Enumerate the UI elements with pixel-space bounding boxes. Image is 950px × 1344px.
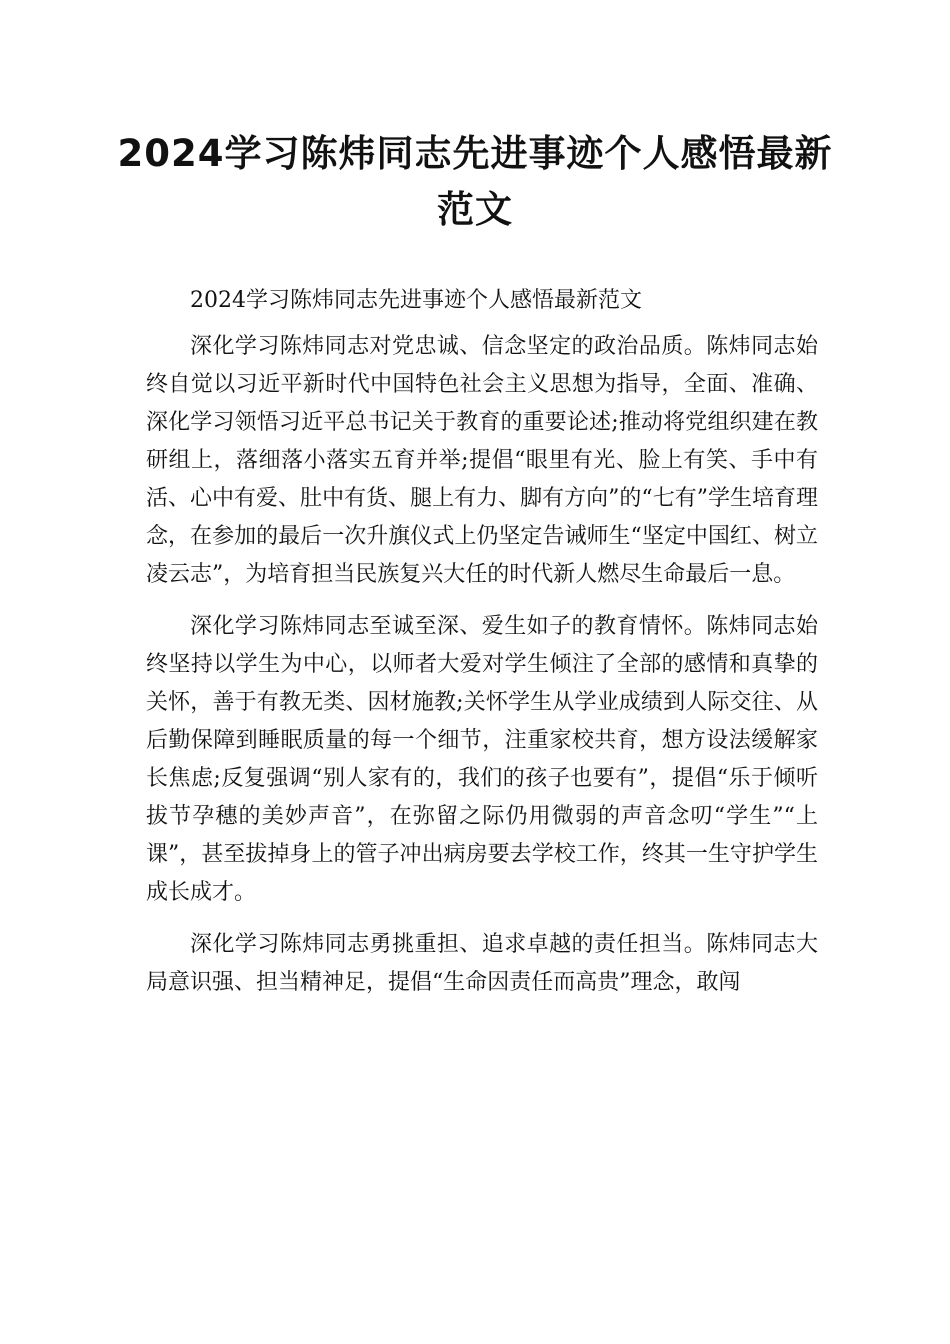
document-body bbox=[146, 282, 818, 1016]
paragraph-responsibility: 深化学习陈炜同志勇挑重担、追求卓越的责任担当。陈炜同志大局意识强、担当精神足，提倡“生命因责任而高贵”理念，敢闯 bbox=[146, 932, 818, 995]
paragraph-political-quality: 深化学习陈炜同志对党忠诚、信念坚定的政治品质。陈炜同志始终自觉以习近平新时代中国特色社会主义思想为指导，全面、准确、深化学习领悟习近平总书记关于教育的重要论述;推动将党组织建在教研组上，落细落小落实五育并举;提倡“眼里有光、脸上有笑、手中有活、心中有爱、肚中有货、腿上有力、脚有方向”的“七有”学生培育理念，在参加的最后一次升旗仪式上仍坚定告诫师生“坚定中国红、树立凌云志”，为培育担当民族复兴大任的时代新人燃尽生命最后一息。 bbox=[146, 334, 818, 587]
paragraph-education-feelings: 深化学习陈炜同志至诚至深、爱生如子的教育情怀。陈炜同志始终坚持以学生为中心，以师者大爱对学生倾注了全部的感情和真挚的关怀，善于有教无类、因材施教;关怀学生从学业成绩到人际交往、从后勤保障到睡眠质量的每一个细节，注重家校共育，想方设法缓解家长焦虑;反复强调“别人家有的，我们的孩子也要有”，提倡“乐于倾听拔节孕穗的美妙声音”，在弥留之际仍用微弱的声音念叨“学生”“上课”，甚至拔掉身上的管子冲出病房要去学校工作，终其一生守护学生成长成才。 bbox=[146, 614, 818, 905]
document-subtitle-paragraph: 2024学习陈炜同志先进事迹个人感悟最新范文 bbox=[190, 288, 642, 313]
document-title: 2024学习陈炜同志先进事迹个人感悟最新范文 bbox=[117, 132, 833, 231]
